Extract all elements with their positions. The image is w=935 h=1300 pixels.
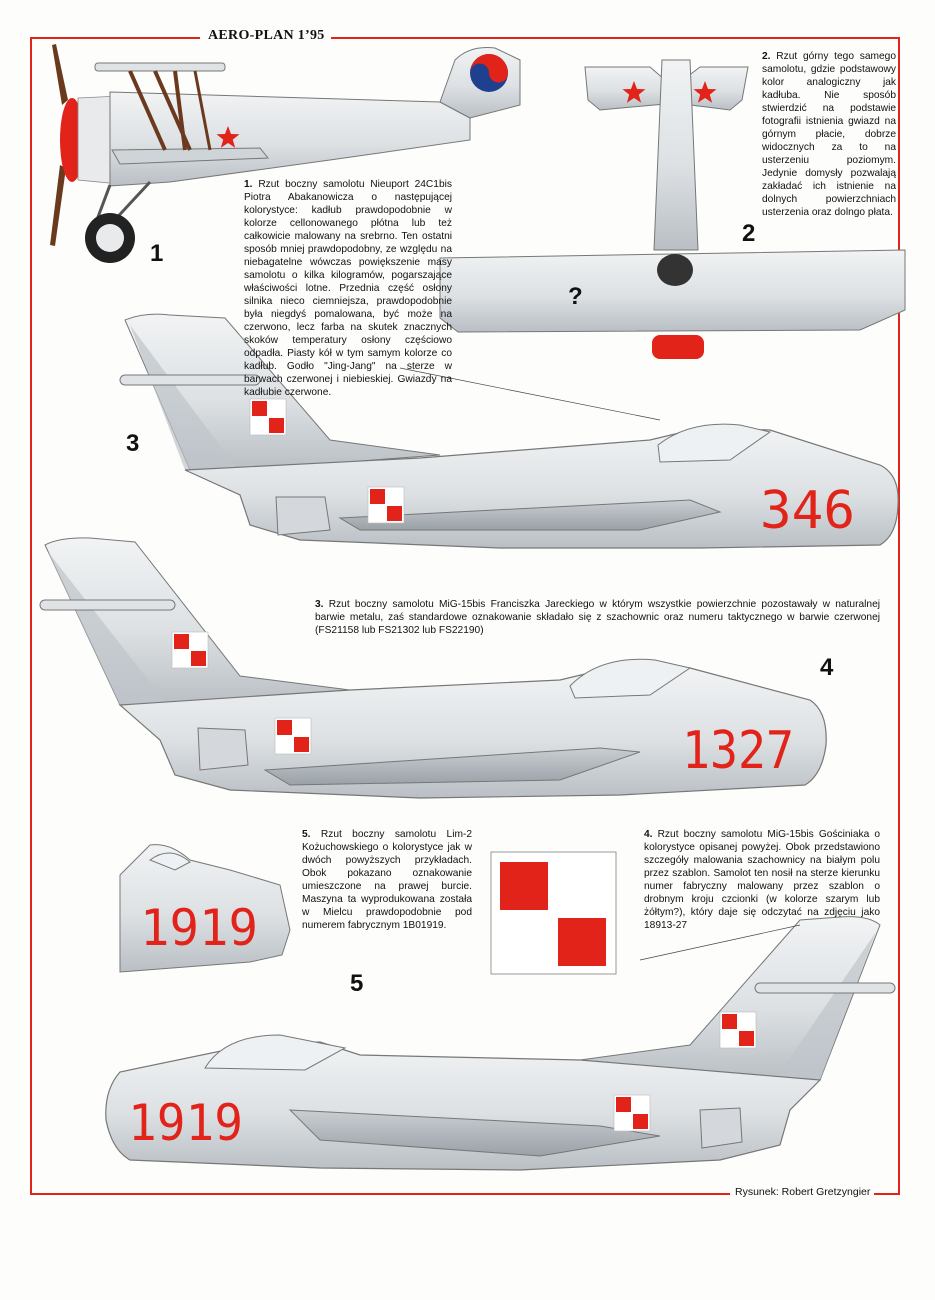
caption-1-num: 1.	[244, 179, 253, 190]
caption-3-num: 3.	[315, 599, 324, 610]
caption-4	[644, 828, 880, 932]
tactical-number-1919-detail: 1919	[140, 899, 258, 957]
checkerboard-stencil-detail	[491, 852, 616, 974]
tactical-number-1919: 1919	[128, 1094, 243, 1152]
caption-2-text: Rzut górny tego samego samolotu, gdzie podstawowy kolor analogiczny jak kadłuba. Nie sposób stwierdzić na podstawie fotografii istnienia gwiazd na górnym płacie, dobrze widocznych za to na usterzeniu poziomym. Jedynie domysły pozwalają zakładać ich istnienie na dolnych powierzchniach usterzenia oraz dolngo płata.	[762, 51, 896, 218]
caption-2-num: 2.	[762, 51, 771, 62]
illustration-credit: Rysunek: Robert Gretzyngier	[731, 1186, 874, 1198]
figure-number-1: 1	[150, 240, 164, 267]
figure-number-4: 4	[820, 654, 834, 681]
caption-1-text: Rzut boczny samolotu Nieuport 24C1bis Piotra Abakanowicza o następującej kolorystyce: kadłub prawdopodobnie w kolorze cellonowanego płótna lub też całkowicie malowany na srebrno. Ten ostatni sposób mniej prawdopodobny, ze względu na niebagatelne wówczas powiększenie masy samolotu o kilka kilogramów, pogarszające właściwości lotne. Przednia część osłony silnika nieco ciemniejsza, prawdopodobnie była niegdyś pomalowana, być może na czerwono, lecz farba na skutek znacznych skoków temperatury osłony częściowo odpadła. Piasty kół w tym samym kolorze co kadłub. Godło "Jing-Jang" na sterze w barwach czerwonej i niebieskiej. Gwiazdy na kadłubie czerwone.	[244, 179, 452, 398]
unknown-marking-question: ?	[568, 283, 583, 310]
figure-number-3: 3	[126, 430, 140, 457]
caption-4-text: Rzut boczny samolotu MiG-15bis Gościniaka o kolorystyce opisanej powyżej. Obok przedstawiono szczegóły malowania szachownicy na białym polu przez szablon. Samolot ten nosił na sterze kierunku numer fabryczny malowany przez szablon o drobnym kroju czcionki (w kolorze szarym lub żółtym?), który daje się odczytać na zdjęciu jako 18913-27	[644, 829, 880, 931]
caption-3	[315, 598, 880, 637]
figure-number-5: 5	[350, 970, 364, 997]
magazine-header: AERO-PLAN 1’95	[202, 28, 331, 44]
caption-5-text: Rzut boczny samolotu Lim-2 Kożuchowskiego o kolorystyce jak w dwóch powyższych przykładach. Obok pokazano oznakowanie umieszczone na prawej burcie. Maszyna ta wyprodukowana została w Mielcu prawdopodobnie pod numerem fabrycznym 1B01919.	[302, 829, 472, 931]
caption-4-num: 4.	[644, 829, 653, 840]
caption-3-text: Rzut boczny samolotu MiG-15bis Franciszka Jareckiego w którym wszystkie powierzchnie pozostawały w naturalnej barwie metalu, zaś standardowe oznakowanie składało się z szachownic oraz numeru taktycznego w barwie czerwonej (FS21158 lub FS21302 lub FS22190)	[315, 599, 880, 636]
tactical-number-1327: 1327	[682, 721, 794, 781]
figure-number-2: 2	[742, 220, 756, 247]
caption-5-num: 5.	[302, 829, 311, 840]
caption-2	[762, 50, 896, 219]
tactical-number-346: 346	[760, 481, 855, 541]
caption-5	[302, 828, 472, 932]
caption-1	[244, 178, 452, 399]
